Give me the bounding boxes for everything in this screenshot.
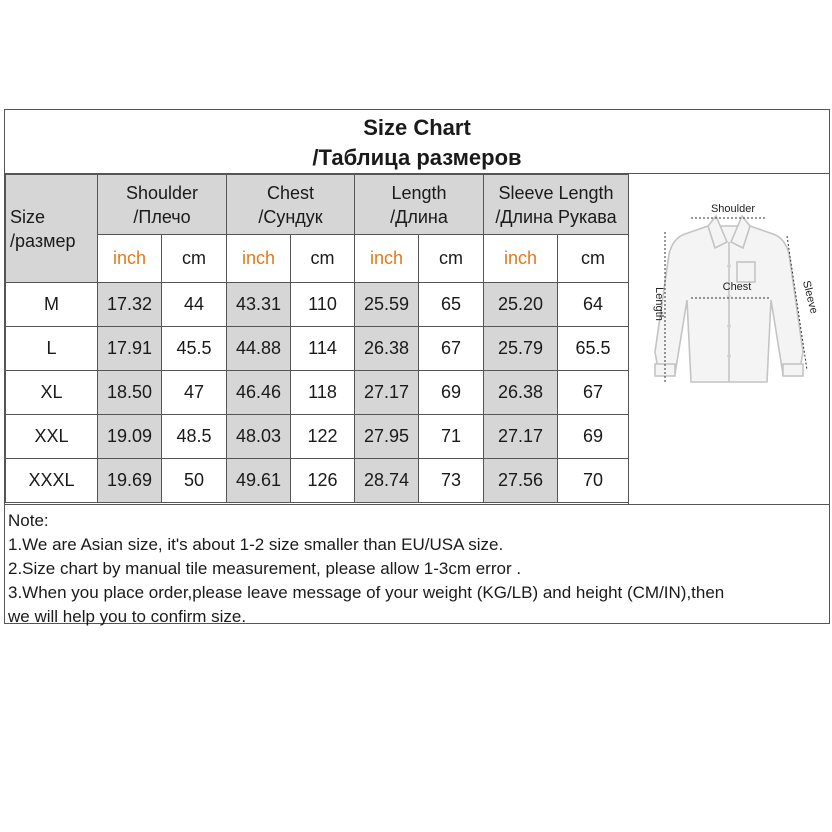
chart-title bbox=[5, 110, 829, 174]
header-length bbox=[355, 175, 484, 235]
cell-sleeve-inch: 26.38 bbox=[484, 371, 558, 415]
cell-chest-cm: 118 bbox=[291, 371, 355, 415]
cell-shoulder-inch: 18.50 bbox=[98, 371, 162, 415]
cell-sleeve-cm: 64 bbox=[558, 283, 629, 327]
cell-sleeve-inch: 25.20 bbox=[484, 283, 558, 327]
cell-sleeve-inch: 25.79 bbox=[484, 327, 558, 371]
unit-inch: inch bbox=[227, 235, 291, 283]
cell-shoulder-cm: 50 bbox=[162, 459, 227, 503]
size-header bbox=[6, 175, 98, 283]
cell-length-cm: 67 bbox=[419, 327, 484, 371]
note-item: 2.Size chart by manual tile measurement, please allow 1-3cm error . bbox=[8, 559, 522, 578]
header-length-ru: /Длина bbox=[390, 206, 448, 227]
header-shoulder-en: Shoulder bbox=[125, 182, 199, 203]
cell-length-inch: 27.95 bbox=[355, 415, 419, 459]
table-row bbox=[6, 283, 629, 327]
table-row bbox=[6, 371, 629, 415]
unit-cm: cm bbox=[558, 235, 629, 283]
cell-length-cm: 65 bbox=[419, 283, 484, 327]
header-chest bbox=[227, 175, 355, 235]
size-table bbox=[5, 174, 629, 503]
cell-shoulder-cm: 48.5 bbox=[162, 415, 227, 459]
cell-chest-cm: 126 bbox=[291, 459, 355, 503]
cell-length-inch: 25.59 bbox=[355, 283, 419, 327]
header-shoulder bbox=[98, 175, 227, 235]
cell-length-inch: 26.38 bbox=[355, 327, 419, 371]
cell-length-cm: 71 bbox=[419, 415, 484, 459]
size-label: XXXL bbox=[6, 459, 98, 503]
size-header-en: Size bbox=[10, 206, 46, 227]
cell-length-cm: 73 bbox=[419, 459, 484, 503]
notes-heading: Note: bbox=[8, 511, 49, 530]
cell-length-inch: 28.74 bbox=[355, 459, 419, 503]
chart-title-en: Size Chart bbox=[363, 115, 471, 140]
cell-chest-cm: 110 bbox=[291, 283, 355, 327]
unit-inch: inch bbox=[355, 235, 419, 283]
header-sleeve-en: Sleeve Length bbox=[498, 182, 614, 203]
cell-chest-inch: 48.03 bbox=[227, 415, 291, 459]
size-label: XXL bbox=[6, 415, 98, 459]
shirt-diagram-svg bbox=[629, 174, 829, 504]
cell-shoulder-inch: 17.91 bbox=[98, 327, 162, 371]
unit-inch: inch bbox=[484, 235, 558, 283]
cell-length-cm: 69 bbox=[419, 371, 484, 415]
cuff-right bbox=[783, 364, 803, 376]
header-sleeve bbox=[484, 175, 629, 235]
cell-sleeve-cm: 65.5 bbox=[558, 327, 629, 371]
cell-shoulder-inch: 19.09 bbox=[98, 415, 162, 459]
cell-shoulder-cm: 47 bbox=[162, 371, 227, 415]
cell-shoulder-inch: 19.69 bbox=[98, 459, 162, 503]
table-row bbox=[6, 459, 629, 503]
cell-sleeve-cm: 69 bbox=[558, 415, 629, 459]
notes-section bbox=[5, 504, 829, 626]
header-chest-en: Chest bbox=[266, 182, 315, 203]
note-item: we will help you to confirm size. bbox=[8, 607, 247, 626]
cell-chest-cm: 122 bbox=[291, 415, 355, 459]
table-row bbox=[6, 415, 629, 459]
cell-sleeve-cm: 67 bbox=[558, 371, 629, 415]
diagram-sleeve-label: Sleeve bbox=[800, 279, 820, 316]
cell-chest-inch: 44.88 bbox=[227, 327, 291, 371]
unit-cm: cm bbox=[162, 235, 227, 283]
size-chart bbox=[4, 109, 830, 624]
size-label: M bbox=[6, 283, 98, 327]
header-sleeve-ru: /Длина Рукава bbox=[495, 206, 617, 227]
cell-shoulder-inch: 17.32 bbox=[98, 283, 162, 327]
cell-sleeve-inch: 27.56 bbox=[484, 459, 558, 503]
note-item: 1.We are Asian size, it's about 1-2 size smaller than EU/USA size. bbox=[8, 535, 504, 554]
diagram-chest-label: Chest bbox=[722, 281, 752, 293]
cell-sleeve-inch: 27.17 bbox=[484, 415, 558, 459]
header-chest-ru: /Сундук bbox=[258, 206, 323, 227]
cell-shoulder-cm: 45.5 bbox=[162, 327, 227, 371]
table-row bbox=[6, 327, 629, 371]
cell-shoulder-cm: 44 bbox=[162, 283, 227, 327]
cell-chest-inch: 46.46 bbox=[227, 371, 291, 415]
unit-cm: cm bbox=[291, 235, 355, 283]
cell-chest-cm: 114 bbox=[291, 327, 355, 371]
header-shoulder-ru: /Плечо bbox=[133, 206, 191, 227]
cell-chest-inch: 43.31 bbox=[227, 283, 291, 327]
diagram-length-label: Length bbox=[653, 287, 665, 321]
size-label: XL bbox=[6, 371, 98, 415]
note-item: 3.When you place order,please leave message of your weight (KG/LB) and height (CM/IN),then bbox=[8, 583, 725, 602]
header-length-en: Length bbox=[391, 182, 447, 203]
cell-sleeve-cm: 70 bbox=[558, 459, 629, 503]
unit-inch: inch bbox=[98, 235, 162, 283]
shirt-measurement-diagram bbox=[628, 174, 829, 504]
chest-pocket bbox=[737, 262, 755, 282]
size-label: L bbox=[6, 327, 98, 371]
cell-length-inch: 27.17 bbox=[355, 371, 419, 415]
unit-cm: cm bbox=[419, 235, 484, 283]
cell-chest-inch: 49.61 bbox=[227, 459, 291, 503]
size-header-ru: /размер bbox=[10, 230, 76, 251]
chart-title-ru: /Таблица размеров bbox=[312, 145, 522, 170]
diagram-shoulder-label: Shoulder bbox=[710, 203, 756, 215]
